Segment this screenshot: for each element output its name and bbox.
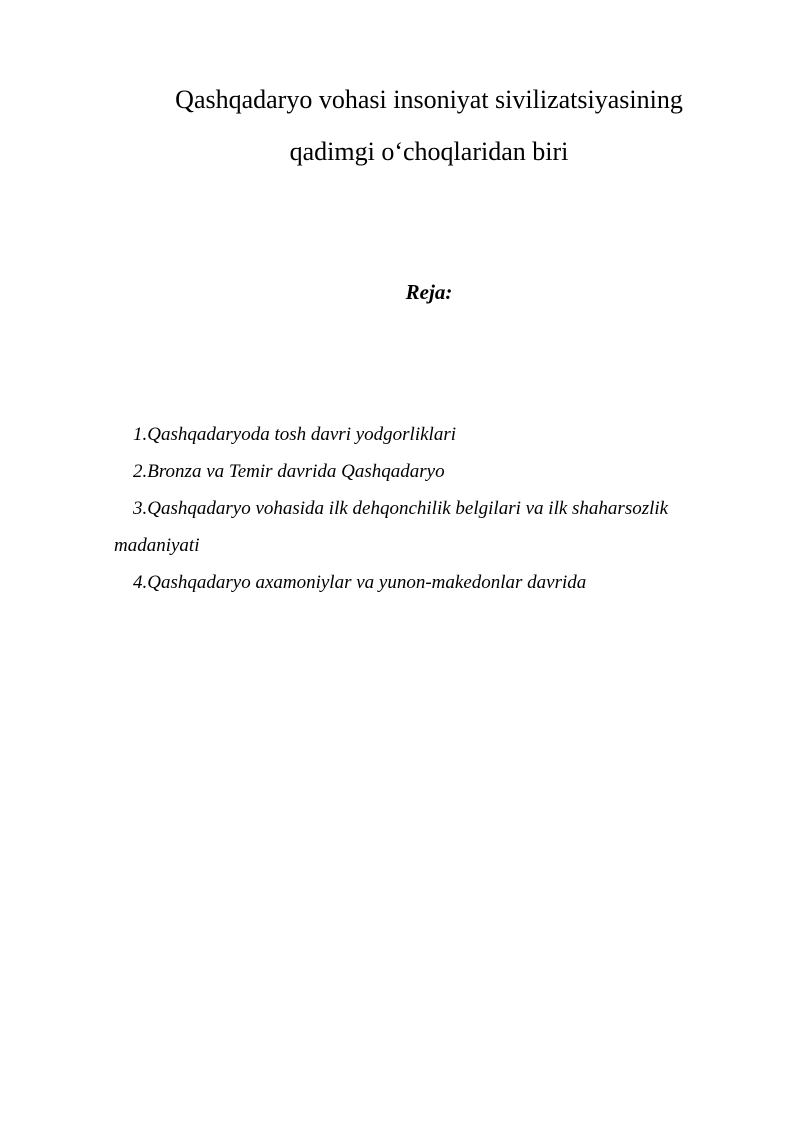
plan-item-4: 4.Qashqadaryo axamoniylar va yunon-makedonlar davrida	[133, 572, 587, 593]
title-line-1: Qashqadaryo vohasi insoniyat sivilizatsiyasining	[175, 85, 683, 114]
plan-heading: Reja:	[405, 280, 453, 304]
plan-item-2: 2.Bronza va Temir davrida Qashqadaryo	[133, 461, 445, 482]
plan-list	[114, 416, 744, 601]
plan-item-1: 1.Qashqadaryoda tosh davri yodgorliklari	[133, 424, 456, 445]
title-line-2: qadimgi o‘choqlaridan biri	[289, 137, 569, 166]
document-title	[0, 74, 800, 178]
plan-item-3: 3.Qashqadaryo vohasida ilk dehqonchilik belgilari va ilk shaharsozlik madaniyati	[114, 498, 669, 556]
